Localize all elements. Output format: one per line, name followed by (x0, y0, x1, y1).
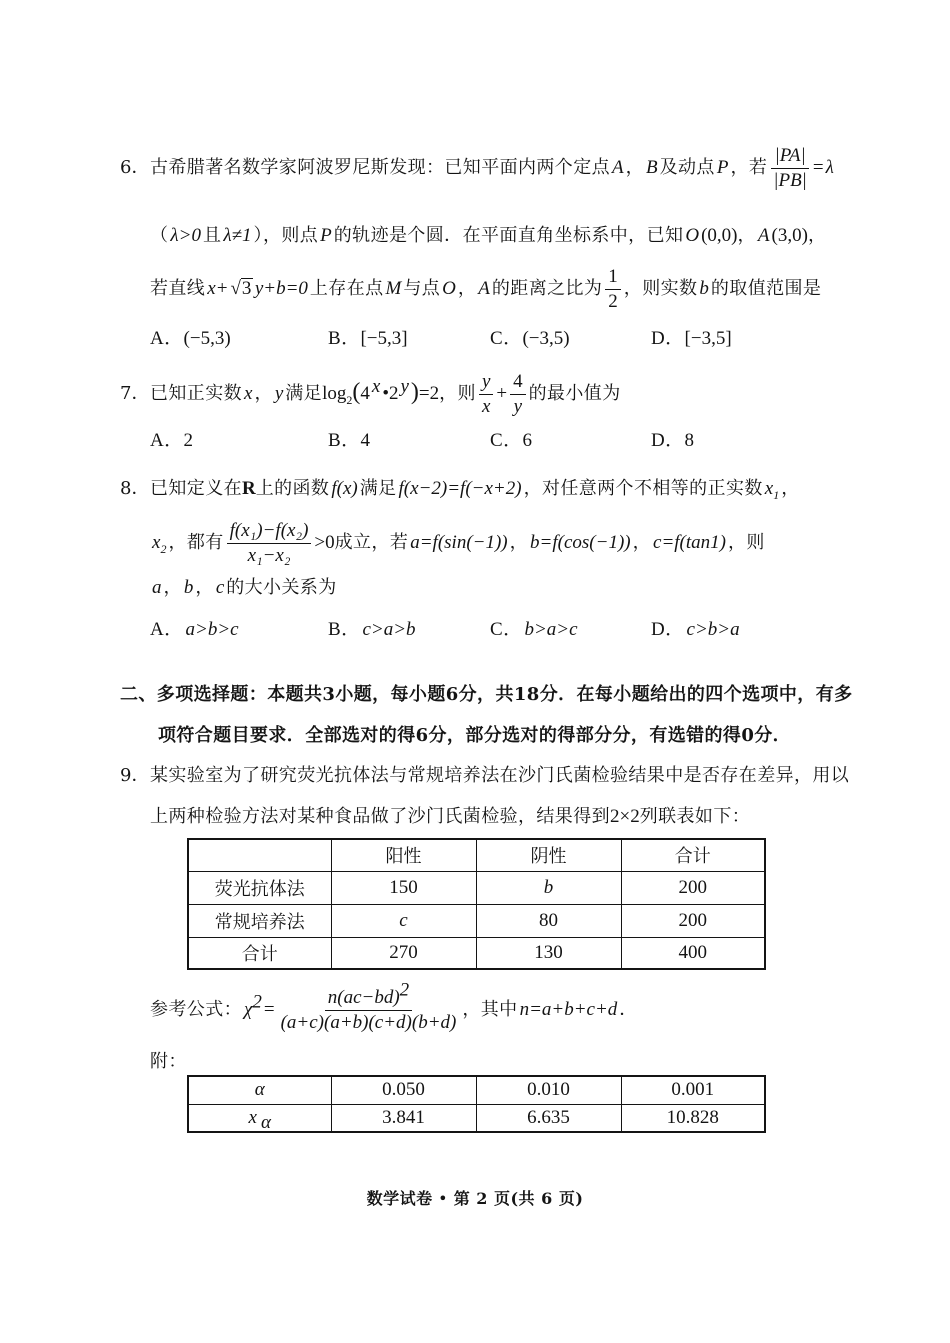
footer-subject: 数学试卷 (366, 1189, 433, 1208)
table-header-row (188, 839, 765, 871)
appendix-text: 附： (150, 1051, 187, 1072)
table-corner-cell (188, 839, 331, 871)
contingency-table (187, 838, 766, 970)
exponent-y: y (400, 375, 409, 397)
table-cell: 200 (621, 871, 765, 904)
chi-symbol: χ (244, 999, 253, 1020)
fraction-numerator: 4 (510, 371, 526, 395)
page-footer (0, 1186, 950, 1212)
q8-text: ，对任意两个不相等的正实数 (523, 478, 763, 499)
y-over-x-fraction (479, 371, 493, 418)
variable-a: a (152, 577, 162, 598)
punctuation: ． (619, 999, 638, 1020)
q8-text: 成立，若 (334, 532, 409, 553)
table-cell: 3.841 (331, 1104, 476, 1132)
punctuation: （ (150, 225, 169, 246)
option-b (328, 314, 490, 364)
q6-text: 的取值范围是 (710, 278, 822, 299)
point-a: A (612, 157, 624, 178)
option-value: (−5,3) (183, 328, 231, 349)
reference-formula (150, 979, 638, 1035)
fraction-numerator: 1 (605, 266, 621, 290)
condition-lambda-positive: λ>0 (170, 225, 201, 246)
q6-line-1 (120, 143, 836, 193)
variable-x: x (152, 532, 161, 553)
chi-exponent: 2 (252, 991, 262, 1013)
option-value: 2 (183, 430, 194, 451)
equals-sign: = (812, 157, 824, 178)
q6-text: 及动点 (659, 157, 715, 178)
q6-text: 的轨迹是个圆．在平面直角坐标系中，已知 (333, 225, 684, 246)
option-label: D． (651, 328, 685, 349)
critical-value-table (187, 1075, 766, 1133)
footer-separator: • (432, 1189, 454, 1208)
option-label: C． (490, 619, 523, 640)
row-header: 合计 (188, 937, 331, 969)
q7-text: 已知正实数 (150, 383, 242, 404)
table-cell: 6.635 (476, 1104, 621, 1132)
critical-value-row (188, 1104, 765, 1132)
table-cell: 200 (621, 904, 765, 937)
punctuation: ， (632, 532, 652, 553)
option-value: [−3,5] (684, 328, 732, 349)
paren-close: ) (410, 379, 419, 405)
half-fraction (605, 266, 621, 313)
table-cell: c (331, 904, 476, 937)
punctuation: ， (509, 532, 529, 553)
q8-text: ，则 (727, 532, 765, 553)
point-a: A (757, 225, 770, 246)
variable-x1 (763, 478, 781, 502)
punctuation: ， (254, 383, 273, 404)
definition-c: c=f(tan1) (653, 532, 726, 553)
q6-text: 且 (202, 225, 222, 246)
base-four: 4 (360, 383, 370, 404)
line-equation-end: y+b=0 (254, 278, 308, 299)
option-value: (−3,5) (522, 328, 570, 349)
variable-b: b (183, 577, 194, 598)
numerator-expression: n(ac−bd) (327, 986, 400, 1008)
q8-text: 满足 (359, 478, 397, 499)
q8-text: 的大小关系为 (226, 577, 337, 598)
fraction-denominator: x (481, 395, 491, 417)
option-value: a>b>c (185, 619, 239, 640)
n-definition: n=a+b+c+d (519, 999, 618, 1020)
table-cell: b (476, 871, 621, 904)
alpha-subscript: α (260, 1111, 271, 1133)
table-row (188, 904, 765, 937)
lambda-symbol: λ (825, 157, 834, 178)
option-label: A． (150, 619, 184, 640)
variable-x: x (248, 1106, 257, 1128)
variable-c: c (215, 577, 225, 598)
q8-line-1 (120, 464, 800, 514)
paren-open: ( (352, 379, 361, 405)
table-cell: 150 (331, 871, 476, 904)
q9-line-2 (150, 792, 750, 842)
q8-options (150, 605, 742, 655)
q9-text: 上两种检验方法对某种食品做了沙门氏菌检验，结果得到 (150, 806, 610, 827)
sqrt-three (230, 278, 252, 299)
point-o: O (442, 278, 456, 299)
variable-x: x (244, 383, 253, 404)
numerator-exponent: 2 (399, 979, 410, 1001)
table-cell: 10.828 (621, 1104, 765, 1132)
q6-text: ，若 (730, 157, 768, 178)
q6-options (150, 314, 732, 364)
section-heading-line-2: 项符合题目要求．全部选对的得6分，部分选对的得部分分，有选错的得0分． (158, 725, 792, 746)
option-a (150, 605, 328, 655)
option-a (150, 314, 328, 364)
option-value: b>a>c (524, 619, 578, 640)
chi-squared-fraction (278, 979, 460, 1034)
variable-y: y (274, 383, 284, 404)
q7-text: ，则 (439, 383, 476, 404)
q7-text: 的最小值为 (528, 383, 621, 404)
q6-text: 若直线 (150, 278, 206, 299)
times-two: •2 (382, 383, 399, 404)
table-cell: 0.010 (476, 1076, 621, 1104)
q6-line-3 (150, 264, 821, 314)
symmetry-condition: f(x−2)=f(−x+2) (398, 478, 522, 499)
coordinate-o: (0,0) (701, 225, 738, 246)
option-d (651, 314, 732, 364)
fraction-denominator: 2 (608, 290, 618, 312)
column-header: 阴性 (476, 839, 621, 871)
table-size: 2×2 (610, 806, 640, 827)
point-a: A (478, 278, 490, 299)
option-value: 4 (360, 430, 370, 451)
option-a (150, 416, 328, 466)
fraction-denominator: |PB| (773, 169, 807, 191)
q8-text: ，都有 (168, 532, 224, 553)
punctuation: ， (625, 157, 645, 178)
q9-text: 列联表如下： (639, 806, 751, 827)
punctuation: ， (195, 577, 214, 598)
q9-text: 某实验室为了研究荧光抗体法与常规培养法在沙门氏菌检验结果中是否存在差异，用以 (150, 765, 850, 786)
question-number: 6． (120, 157, 150, 178)
formula-text: ，其中 (462, 999, 518, 1020)
equals-sign: = (263, 999, 275, 1020)
alpha-header: α (188, 1076, 331, 1104)
option-label: B． (328, 430, 361, 451)
q6-text: 与点 (403, 278, 441, 299)
ratio-fraction (770, 145, 810, 192)
coordinate-a: (3,0) (771, 225, 808, 246)
fraction-denominator: x₁−x₂ (247, 544, 291, 566)
q6-text: 古希腊著名数学家阿波罗尼斯发现：已知平面内两个定点 (150, 157, 610, 178)
punctuation: ， (781, 478, 800, 499)
q8-text: 上的函数 (255, 478, 330, 499)
q7-text: 满足 (285, 383, 323, 404)
q7-line-1 (120, 367, 621, 417)
variable-x: x (764, 478, 774, 499)
difference-quotient (227, 520, 312, 567)
option-label: A． (150, 328, 184, 349)
fraction-numerator: |PA| (771, 145, 808, 169)
option-value: 8 (684, 430, 695, 451)
log-function: log (322, 383, 347, 404)
formula-label: 参考公式： (150, 999, 242, 1020)
column-header: 合计 (621, 839, 765, 871)
option-label: A． (150, 430, 184, 451)
table-cell: 130 (476, 937, 621, 969)
appendix-label (150, 1037, 187, 1087)
condition-lambda-not-one: λ≠1 (223, 225, 252, 246)
question-number: 8． (120, 478, 150, 499)
question-number: 7． (120, 383, 150, 404)
definition-a: a=f(sin(−1)) (410, 532, 508, 553)
point-p: P (320, 225, 332, 246)
log-base: 2 (346, 392, 353, 407)
footer-page-number: 第 2 页(共 6 页) (453, 1189, 584, 1208)
x-alpha-header (188, 1104, 331, 1132)
punctuation: ， (807, 225, 827, 246)
q6-line-2 (150, 211, 826, 261)
row-header: 常规培养法 (188, 904, 331, 937)
q7-options (150, 416, 694, 466)
q8-text: 已知定义在 (150, 478, 242, 499)
option-c (490, 416, 651, 466)
point-p: P (716, 157, 729, 178)
point-m: M (385, 278, 402, 299)
table-row (188, 871, 765, 904)
fraction-denominator: (a+c)(a+b)(c+d)(b+d) (280, 1011, 457, 1033)
log-expression (322, 375, 440, 407)
column-header: 阳性 (331, 839, 476, 871)
question-number: 9． (120, 765, 150, 786)
option-b (328, 416, 490, 466)
option-b (328, 605, 490, 655)
table-cell: 80 (476, 904, 621, 937)
exponent-x: x (371, 375, 381, 397)
option-label: C． (490, 328, 523, 349)
table-cell: 270 (331, 937, 476, 969)
table-cell: 0.050 (331, 1076, 476, 1104)
point-b: B (646, 157, 658, 178)
plus-sign: + (496, 383, 508, 404)
option-value: c>b>a (686, 619, 740, 640)
punctuation: ， (457, 278, 477, 299)
alpha-row (188, 1076, 765, 1104)
option-label: C． (490, 430, 523, 451)
punctuation: ， (737, 225, 756, 246)
definition-b: b=f(cos(−1)) (530, 532, 631, 553)
punctuation: ， (163, 577, 182, 598)
option-c (490, 314, 651, 364)
fraction-numerator: y (479, 371, 493, 395)
option-value: [−5,3] (360, 328, 408, 349)
point-o: O (685, 225, 700, 246)
option-d (651, 605, 742, 655)
table-cell: 400 (621, 937, 765, 969)
sqrt-sign: √ (230, 278, 241, 299)
table-cell: 0.001 (621, 1076, 765, 1104)
option-value: 6 (522, 430, 532, 451)
four-over-y-fraction (510, 371, 526, 418)
line-equation-start: x+ (207, 278, 229, 299)
subscript: 1 (773, 487, 780, 502)
variable-b: b (699, 278, 709, 299)
real-numbers-set: R (242, 478, 256, 499)
radicand: 3 (241, 278, 252, 299)
option-value: c>a>b (362, 619, 416, 640)
table-row (188, 937, 765, 969)
option-label: D． (651, 430, 685, 451)
fraction-denominator: y (513, 395, 523, 417)
fraction-numerator: f(x₁)−f(x₂) (227, 520, 312, 544)
equals-two: =2 (418, 383, 440, 404)
greater-than-zero: >0 (314, 532, 335, 553)
row-header: 荧光抗体法 (188, 871, 331, 904)
option-c (490, 605, 651, 655)
subscript: 2 (160, 541, 167, 556)
function-f-x: f(x) (331, 478, 358, 499)
q6-text: ，则实数 (623, 278, 698, 299)
q6-text: 的距离之比为 (491, 278, 603, 299)
chi-squared (242, 991, 264, 1020)
q6-text: ），则点 (253, 225, 319, 246)
variable-x2 (150, 532, 168, 556)
fraction-numerator (325, 979, 412, 1011)
q8-line-2 (150, 518, 765, 568)
q6-text: 上存在点 (309, 278, 384, 299)
option-label: B． (328, 619, 361, 640)
option-d (651, 416, 694, 466)
option-label: B． (328, 328, 361, 349)
option-label: D． (651, 619, 685, 640)
section-heading-line-1: 二、多项选择题：本题共3小题，每小题6分，共18分．在每小题给出的四个选项中，有多 (120, 684, 853, 705)
